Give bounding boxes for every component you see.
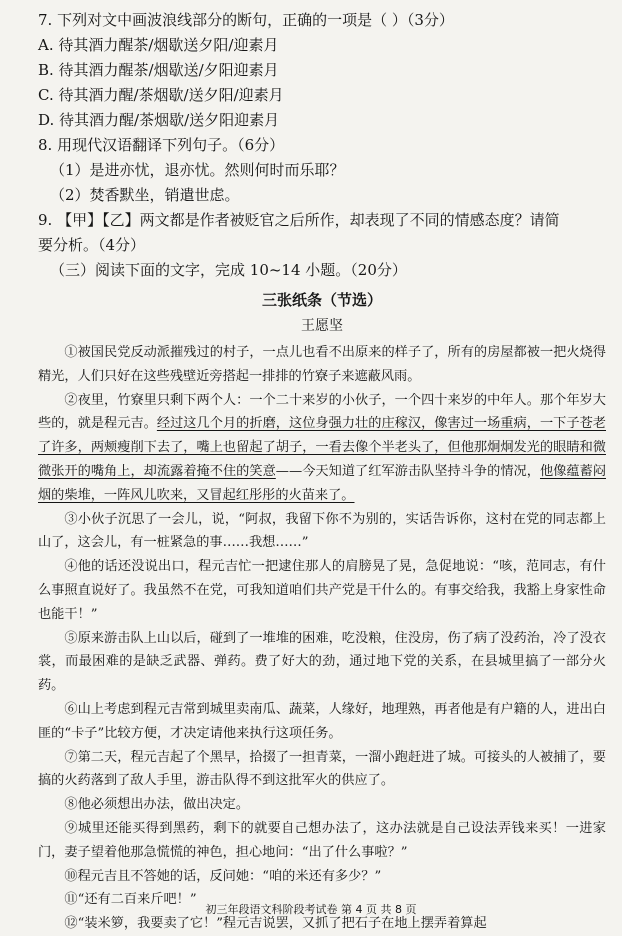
passage-author: 王愿坚 xyxy=(301,318,343,334)
question-9-line-2: 要分析。（4分） xyxy=(38,236,146,254)
section-3-heading: （三）阅读下面的文字，完成 10~14 小题。（20分） xyxy=(50,261,407,279)
question-7-option-a: A. 待其酒力醒茶/烟歇送夕阳/迎素月 xyxy=(38,36,279,54)
question-9-line-1: 9. 【甲】【乙】两文都是作者被贬官之后所作，却表现了不同的情感态度？请简 xyxy=(38,211,560,229)
paragraph-8: ⑧他必须想出办法，做出决定。 xyxy=(64,797,250,813)
question-8-stem: 8. 用现代汉语翻译下列句子。（6分） xyxy=(38,136,285,154)
question-7-option-c: C. 待其酒力醒/茶烟歇/送夕阳/迎素月 xyxy=(38,86,284,104)
question-8-item-1: （1）是进亦忧，退亦忧。然则何时而乐耶？ xyxy=(50,161,345,179)
question-7-option-b: B. 待其酒力醒茶/烟歇送/夕阳迎素月 xyxy=(38,61,279,79)
passage-body xyxy=(38,341,606,936)
paragraph-3: ③小伙子沉思了一会儿，说，“阿叔，我留下你不为别的，实话告诉你，这村在党的同志都上山了，这会儿，有一桩紧急的事……我想……” xyxy=(38,511,606,551)
paragraph-2 xyxy=(38,389,606,508)
paragraph-2-underlined-description: 经过这几个月的折磨，这位身强力壮的庄稼汉，像害过一场重病，一下子苍老了许多，两颊瘦削下去了，嘴上也留起了胡子，一看去像个半老头了，但他那炯炯发光的眼睛和微微张开的嘴角上，却流露着掩不住的笑意 xyxy=(38,416,606,479)
paragraph-9: ⑨城里还能买得到黑药，剩下的就要自己想办法了，这办法就是自己设法弄钱来买！一进家门，妻子望着他那急慌慌的神色，担心地问：“出了什么事啦？” xyxy=(38,820,606,860)
paragraph-1: ①被国民党反动派摧残过的村子，一点儿也看不出原来的样子了，所有的房屋都被一把火烧得精光，人们只好在这些残壁近旁搭起一排排的竹寮子来遮蔽风雨。 xyxy=(38,345,606,384)
paragraph-5: ⑤原来游击队上山以后，碰到了一堆堆的困难，吃没粮，住没房，伤了病了没药治，冷了没衣裳，而最困难的是缺乏武器、弹药。费了好大的劲，通过地下党的关系，在县城里搞了一部分火药。 xyxy=(38,630,606,694)
paragraph-2-middle: ——今天知道了红军游击队坚持斗争的情况， xyxy=(275,463,540,479)
paragraph-7: ⑦第二天，程元吉起了个黑早，拾掇了一担青菜，一溜小跑赶进了城。可接头的人被捕了，要搞的火药落到了敌人手里，游击队得不到这批军火的供应了。 xyxy=(38,749,606,789)
paragraph-4: ④他的话还没说出口，程元吉忙一把逮住那人的肩膀晃了晃，急促地说：“咳，范同志，有什么事照直说好了。我虽然不在党，可我知道咱们共产党是干什么的。有事交给我，我豁上身家性命也能干！” xyxy=(38,559,606,622)
paragraph-12: ⑫“装米箩，我要卖了它！”程元吉说罢，又抓了把石子在地上摆弄着算起 xyxy=(64,916,487,932)
question-7-option-d: D. 待其酒力醒/茶烟歇/送夕阳迎素月 xyxy=(38,111,280,129)
paragraph-2-underlined-metaphor: 他像蕴蓄闷烟的柴堆，一阵风儿吹来，又冒起红彤彤的火苗来了。 xyxy=(38,463,607,503)
paragraph-2-intro: ②夜里，竹寮里只剩下两个人：一个二十来岁的小伙子，一个四十来岁的中年人。那个年岁大些的，就是程元吉。 xyxy=(38,392,606,432)
passage-title: 三张纸条（节选） xyxy=(261,291,382,309)
page-footer: 初三年段语文科阶段考试卷 第 4 页 共 8 页 xyxy=(205,903,417,916)
question-7-stem: 7. 下列对文中画波浪线部分的断句，正确的一项是（ ）（3分） xyxy=(38,11,454,29)
question-8-item-2: （2）焚香默坐，销遣世虑。 xyxy=(50,186,240,204)
paragraph-11: ⑪“还有二百来斤吧！” xyxy=(64,892,197,908)
paragraph-6: ⑥山上考虑到程元吉常到城里卖南瓜、蔬菜，人缘好，地理熟，再者他是有户籍的人，进出白匪的“卡子”比较方便，才决定请他来执行这项任务。 xyxy=(38,701,606,741)
paragraph-10: ⑩程元吉且不答她的话，反问她：“咱的米还有多少？” xyxy=(64,868,382,884)
